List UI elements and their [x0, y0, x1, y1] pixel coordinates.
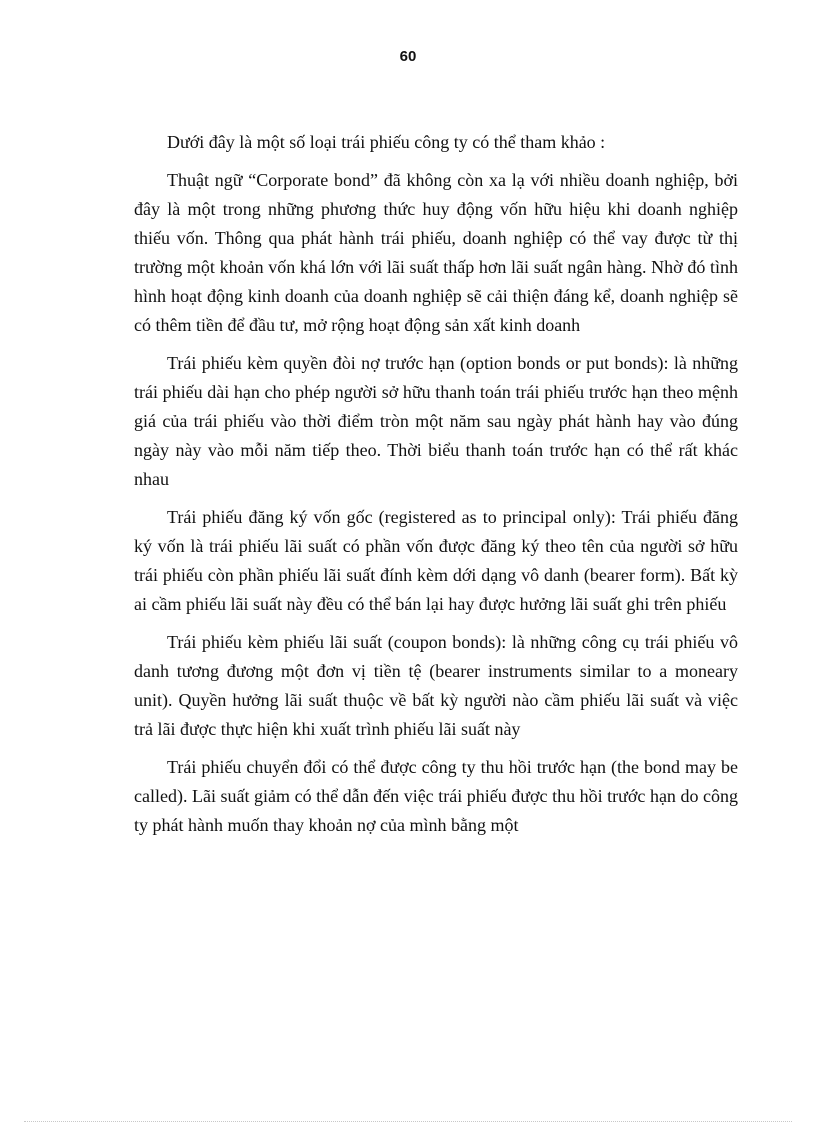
paragraph-intro: Dưới đây là một số loại trái phiếu công ty có thể tham khảo : — [167, 132, 606, 152]
paragraph-coupon-bonds: Trái phiếu kèm phiếu lãi suất (coupon bonds): là những công cụ trái phiếu vô danh tương đương một đơn vị tiền tệ (bearer instruments similar to a moneary unit). Quyền hưởng lãi suất thuộc về bất kỳ người nào cầm phiếu lãi suất và việc trả lãi được thực hiện khi xuất trình phiếu lãi suất này — [134, 632, 738, 739]
paragraph-callable-bonds: Trái phiếu chuyển đổi có thể được công ty thu hồi trước hạn (the bond may be called). Lãi suất giảm có thể dẫn đến việc trái phiếu được thu hồi trước hạn do công ty phát hành muốn thay khoản nợ của mình bằng một — [134, 757, 738, 835]
page-bottom-divider — [24, 1121, 792, 1122]
body-text — [134, 128, 738, 849]
paragraph-registered-principal: Trái phiếu đăng ký vốn gốc (registered as to principal only): Trái phiếu đăng ký vốn là trái phiếu lãi suất có phần vốn được đăng ký theo tên của người sở hữu trái phiếu còn phần phiếu lãi suất đính kèm dới dạng vô danh (bearer form). Bất kỳ ai cầm phiếu lãi suất này đều có thể bán lại hay được hưởng lãi suất ghi trên phiếu — [134, 507, 738, 614]
paragraph-corporate-bond: Thuật ngữ “Corporate bond” đã không còn xa lạ với nhiều doanh nghiệp, bởi đây là một trong những phương thức huy động vốn hữu hiệu khi doanh nghiệp thiếu vốn. Thông qua phát hành trái phiếu, doanh nghiệp có thể vay được từ thị trường một khoản vốn khá lớn với lãi suất thấp hơn lãi suất ngân hàng. Nhờ đó tình hình hoạt động kinh doanh của doanh nghiệp sẽ cải thiện đáng kể, doanh nghiệp sẽ có thêm tiền để đầu tư, mở rộng hoạt động sản xất kinh doanh — [134, 170, 738, 335]
paragraph-put-bonds: Trái phiếu kèm quyền đòi nợ trước hạn (option bonds or put bonds): là những trái phiếu dài hạn cho phép người sở hữu thanh toán trái phiếu trước hạn theo mệnh giá của trái phiếu vào thời điểm tròn một năm sau ngày phát hành hay vào đúng ngày này vào mỗi năm tiếp theo. Thời biểu thanh toán trước hạn có thể rất khác nhau — [134, 353, 738, 489]
page-number: 60 — [399, 48, 417, 65]
